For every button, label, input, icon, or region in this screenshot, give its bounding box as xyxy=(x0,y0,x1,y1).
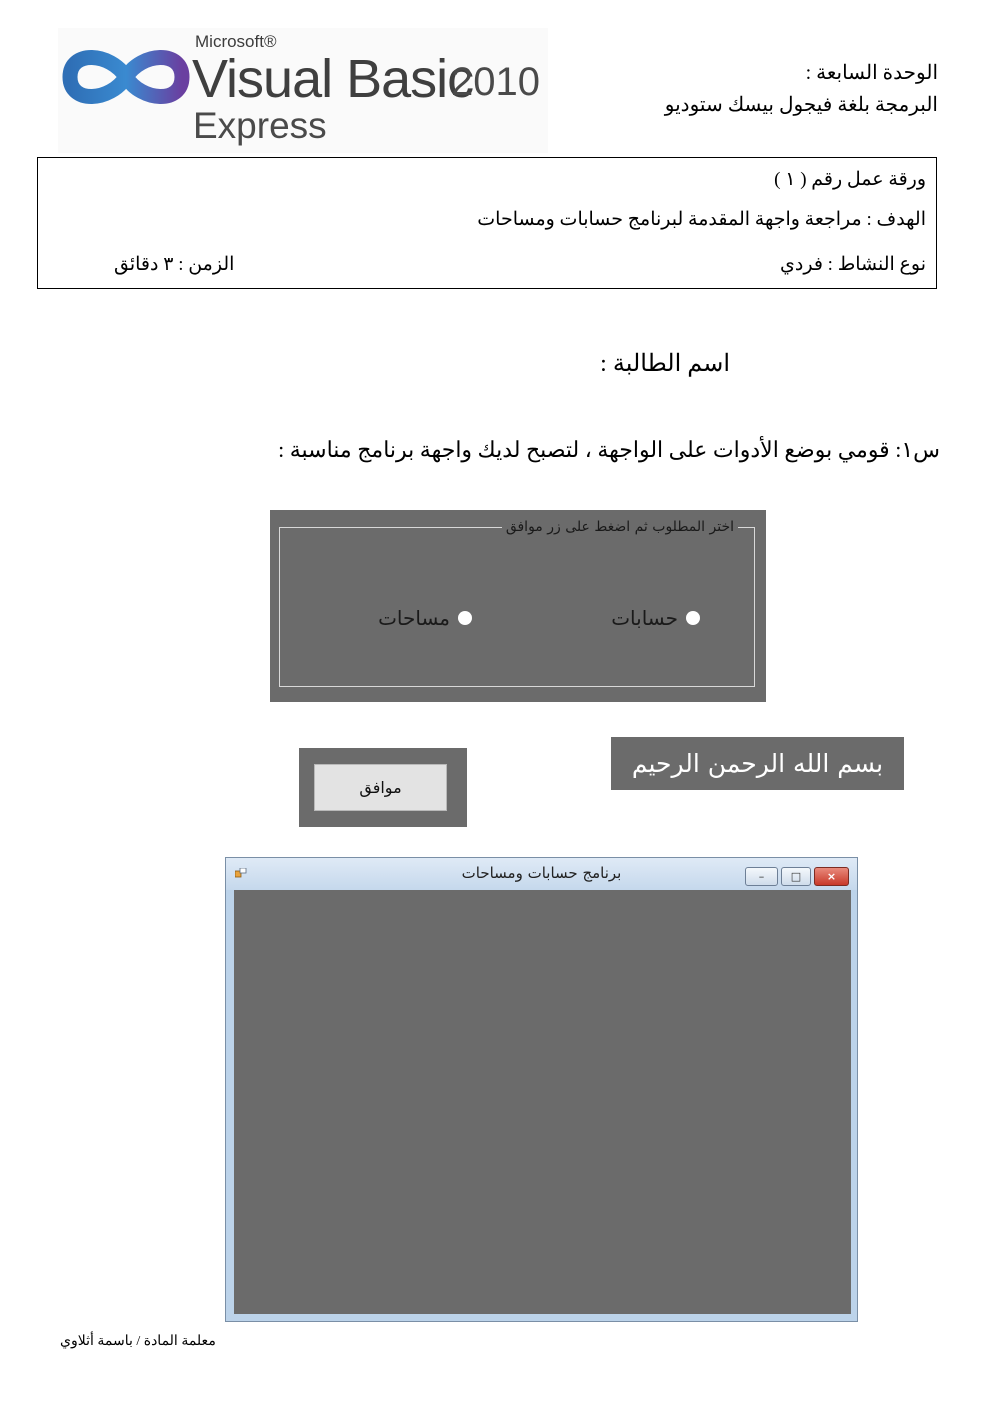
group-box-legend: اختر المطلوب ثم اضغط على زر موافق xyxy=(502,519,738,535)
activity-type: نوع النشاط : فردي xyxy=(780,254,926,275)
visual-basic-logo xyxy=(58,28,548,153)
ok-button-panel xyxy=(299,748,467,827)
radio-areas[interactable] xyxy=(378,606,472,630)
radio-areas-circle-icon[interactable] xyxy=(458,611,472,625)
minimize-button[interactable]: – xyxy=(745,867,778,886)
worksheet-info-box xyxy=(37,157,937,289)
window-title: برنامج حسابات ومساحات xyxy=(461,864,622,882)
radio-accounts-label: حسابات xyxy=(611,606,678,630)
form-client-area[interactable] xyxy=(234,890,851,1314)
radio-areas-label: مساحات xyxy=(378,606,450,630)
window-titlebar[interactable] xyxy=(226,858,857,890)
maximize-button[interactable]: □ xyxy=(781,867,811,886)
question-text: س١: قومي بوضع الأدوات على الواجهة ، لتصبح لديك واجهة برنامج مناسبة : xyxy=(278,437,940,462)
logo-version-text: 2010 xyxy=(451,60,540,104)
infinity-logo-icon xyxy=(62,42,190,112)
radio-accounts[interactable] xyxy=(611,606,700,630)
worksheet-number: ورقة عمل رقم ( ١ ) xyxy=(774,169,926,190)
activity-time: الزمن : ٣ دقائق xyxy=(114,254,235,275)
unit-title: الوحدة السابعة : xyxy=(805,62,938,84)
bismillah-label: بسم الله الرحمن الرحيم xyxy=(611,737,904,790)
options-group-box xyxy=(270,510,766,702)
logo-edition-text: Express xyxy=(193,105,327,146)
student-name-label: اسم الطالبة : xyxy=(600,351,730,377)
subject-title: البرمجة بلغة فيجول بيسك ستوديو xyxy=(664,94,938,116)
form-window xyxy=(225,857,858,1322)
teacher-footer: معلمة المادة / باسمة أثلاوي xyxy=(60,1334,216,1349)
logo-product-text: Visual Basic xyxy=(192,49,474,109)
radio-accounts-circle-icon[interactable] xyxy=(686,611,700,625)
logo-microsoft-text: Microsoft® xyxy=(195,32,277,51)
worksheet-goal: الهدف : مراجعة واجهة المقدمة لبرنامج حسابات ومساحات xyxy=(477,209,926,230)
ok-button[interactable]: موافق xyxy=(314,764,447,811)
close-button[interactable]: × xyxy=(814,867,849,886)
